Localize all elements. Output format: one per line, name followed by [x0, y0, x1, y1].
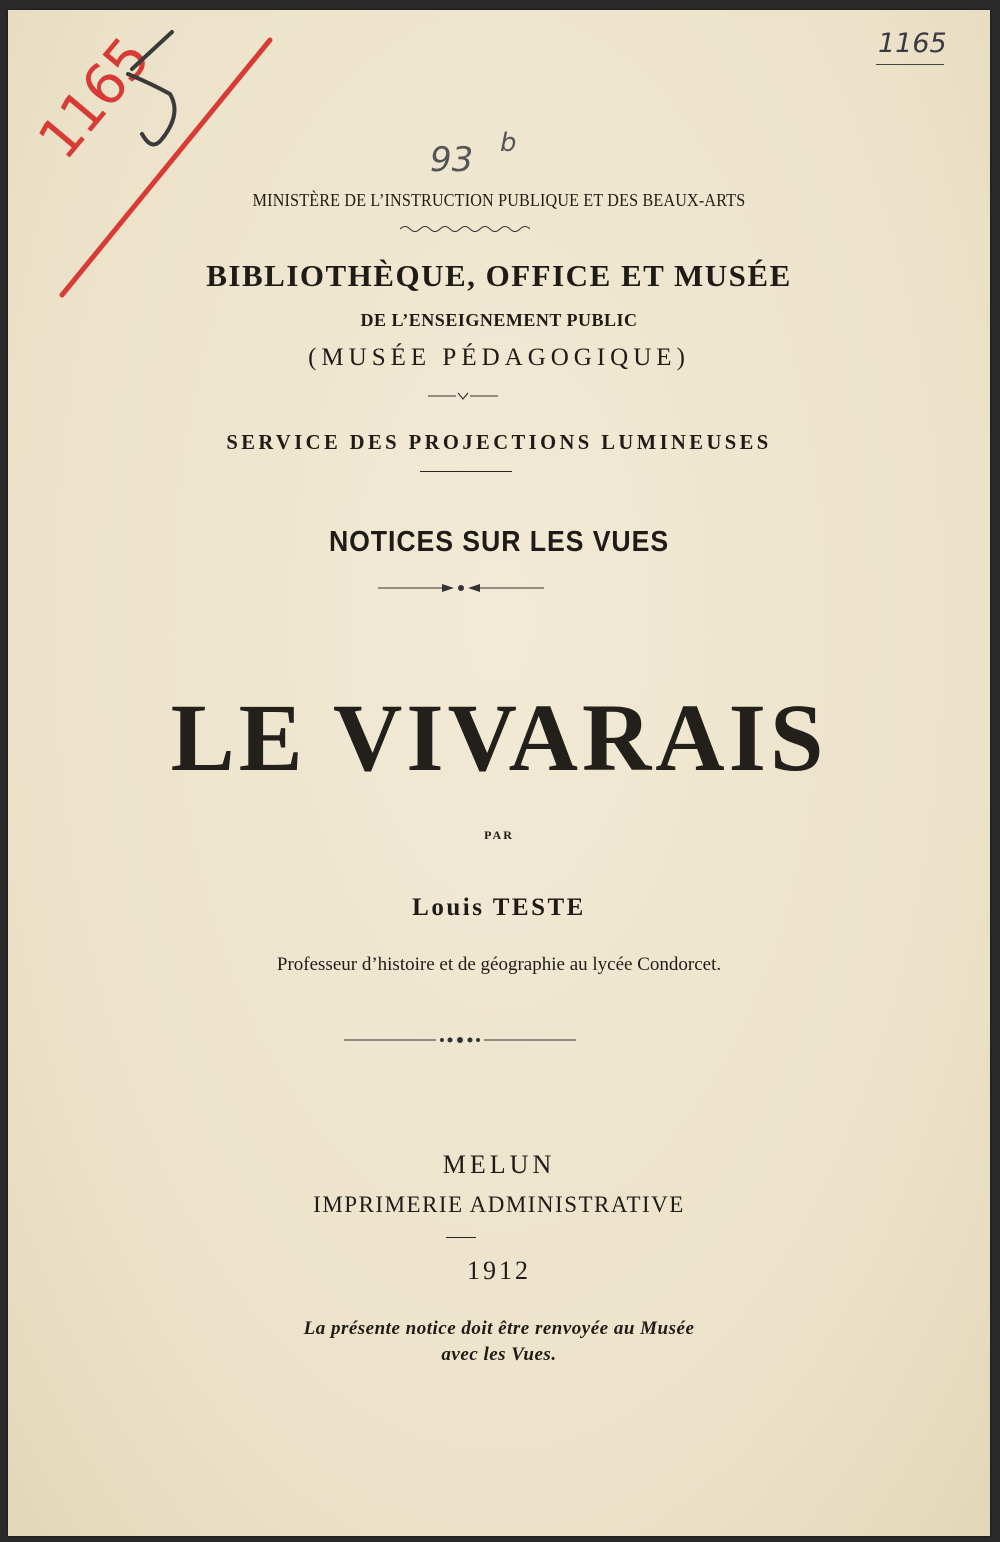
- shelf-number: 1165: [878, 28, 947, 59]
- imprint-city: MELUN: [442, 1150, 556, 1179]
- ministry-line: MINISTÈRE DE L’INSTRUCTION PUBLIQUE ET DES BEAUX-ARTS: [252, 190, 746, 210]
- service-divider: [420, 471, 512, 472]
- institution-title: BIBLIOTHÈQUE, OFFICE ET MUSÉE: [206, 258, 792, 293]
- imprint-year: 1912: [467, 1256, 531, 1285]
- notices-heading: NOTICES SUR LES VUES: [328, 526, 670, 558]
- footer-note-line2: avec les Vues.: [441, 1344, 557, 1365]
- wavy-divider: [400, 224, 530, 234]
- institution-subtitle: DE L’ENSEIGNEMENT PUBLIC: [360, 310, 638, 330]
- red-number: 1165: [26, 26, 163, 172]
- imprint-printer: IMPRIMERIE ADMINISTRATIVE: [313, 1192, 685, 1217]
- service-line: SERVICE DES PROJECTIONS LUMINEUSES: [226, 430, 772, 454]
- shelf-number-underline: [876, 64, 944, 65]
- document-page: [8, 10, 990, 1536]
- author-role: Professeur d’histoire et de géographie au lycée Condorcet.: [276, 954, 722, 975]
- footer-note-line1: La présente notice doit être renvoyée au Musée: [303, 1318, 695, 1339]
- main-title: LE VIVARAIS: [170, 684, 828, 791]
- author-name: Louis TESTE: [412, 894, 586, 921]
- museum-name: (MUSÉE PÉDAGOGIQUE): [308, 344, 690, 371]
- pencil-mark-superscript: b: [500, 128, 517, 158]
- ornament-divider: [428, 390, 498, 402]
- imprint-divider: [446, 1237, 476, 1238]
- by-label: PAR: [484, 828, 514, 842]
- dotted-divider: [344, 1034, 576, 1046]
- pencil-mark: 93: [430, 140, 474, 180]
- pencil-scribble-icon: [112, 24, 192, 154]
- bowtie-divider: [378, 581, 544, 595]
